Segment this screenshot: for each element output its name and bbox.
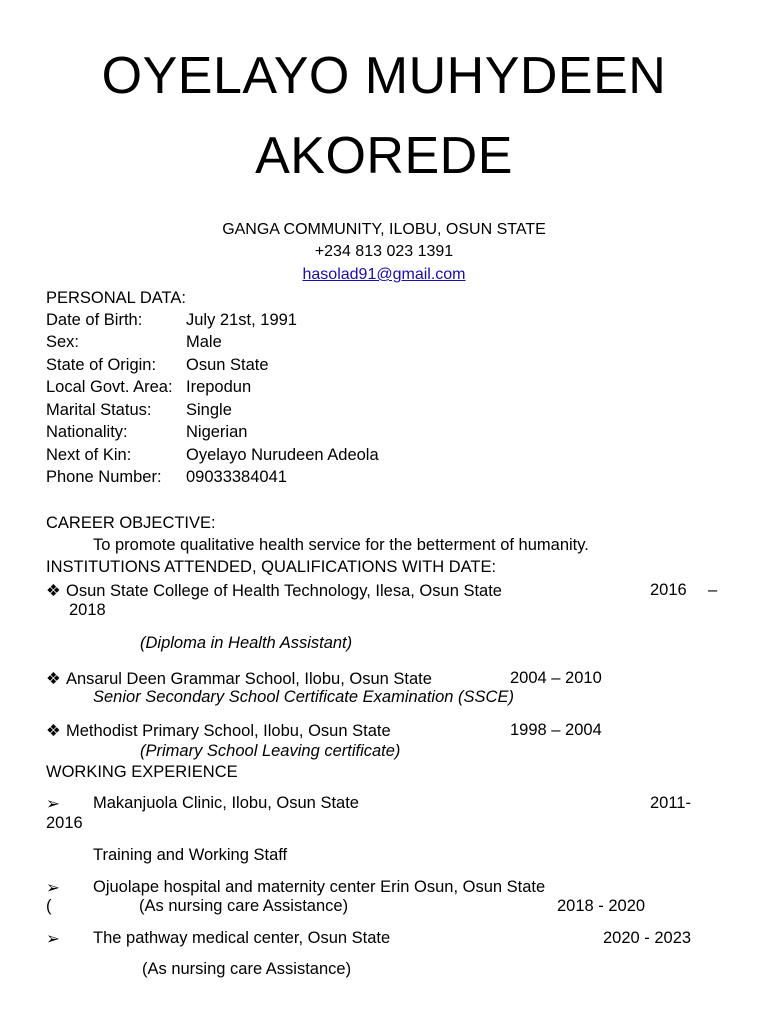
school-name: Osun State College of Health Technology, Ilesa, Osun State <box>66 582 502 600</box>
personal-label: State of Origin: <box>46 356 157 374</box>
work-role: (As nursing care Assistance) <box>142 960 352 978</box>
personal-label: Marital Status: <box>46 401 152 419</box>
education-heading: INSTITUTIONS ATTENDED, QUALIFICATIONS WITH DATE: <box>46 558 497 576</box>
work-paren: ( <box>46 897 52 915</box>
personal-label: Date of Birth: <box>46 311 143 329</box>
education-date-start: 2016 <box>650 581 687 599</box>
work-role: (As nursing care Assistance) <box>139 897 349 915</box>
education-item <box>46 669 432 689</box>
objective-heading: CAREER OBJECTIVE: <box>46 514 216 532</box>
phone: +234 813 023 1391 <box>314 243 454 260</box>
work-date: 2018 - 2020 <box>557 897 646 915</box>
education-date-end: 2018 <box>69 601 106 619</box>
personal-value: Nigerian <box>186 423 248 441</box>
personal-label: Next of Kin: <box>46 446 132 464</box>
education-date: 1998 – 2004 <box>510 721 602 739</box>
diamond-bullet-icon: ❖ <box>46 582 61 600</box>
personal-value: Irepodun <box>186 378 252 396</box>
personal-value: Single <box>186 401 232 419</box>
work-place: Ojuolape hospital and maternity center Erin Osun, Osun State <box>93 878 546 896</box>
work-role: Training and Working Staff <box>93 846 288 864</box>
arrow-bullet-icon: ➢ <box>46 879 60 897</box>
arrow-bullet-icon: ➢ <box>46 795 60 813</box>
personal-label: Sex: <box>46 333 80 351</box>
personal-value: Male <box>186 333 222 351</box>
education-item <box>46 721 391 741</box>
personal-label: Phone Number: <box>46 468 162 486</box>
personal-value: July 21st, 1991 <box>186 311 297 329</box>
work-date: 2020 - 2023 <box>603 929 692 947</box>
arrow-bullet-icon: ➢ <box>46 930 60 948</box>
qualification: (Diploma in Health Assistant) <box>140 634 353 652</box>
personal-value: 09033384041 <box>186 468 287 486</box>
education-item <box>46 581 502 601</box>
qualification: Senior Secondary School Certificate Examination (SSCE) <box>93 688 514 706</box>
education-date: 2004 – 2010 <box>510 669 602 687</box>
diamond-bullet-icon: ❖ <box>46 670 61 688</box>
name-line-1: OYELAYO MUHYDEEN <box>101 47 667 105</box>
address: GANGA COMMUNITY, ILOBU, OSUN STATE <box>222 221 546 238</box>
work-place: Makanjuola Clinic, Ilobu, Osun State <box>93 794 359 812</box>
work-place: The pathway medical center, Osun State <box>93 929 391 947</box>
school-name: Methodist Primary School, Ilobu, Osun State <box>66 722 391 740</box>
education-date-dash: – <box>708 581 718 599</box>
school-name: Ansarul Deen Grammar School, Ilobu, Osun State <box>66 670 432 688</box>
email-link[interactable]: hasolad91@gmail.com <box>302 266 466 283</box>
diamond-bullet-icon: ❖ <box>46 722 61 740</box>
name-line-2: AKOREDE <box>255 127 513 185</box>
personal-heading: PERSONAL DATA: <box>46 289 186 307</box>
personal-label: Local Govt. Area: <box>46 378 173 396</box>
personal-label: Nationality: <box>46 423 128 441</box>
work-date-end: 2016 <box>46 814 83 832</box>
personal-value: Osun State <box>186 356 269 374</box>
qualification: (Primary School Leaving certificate) <box>140 742 401 760</box>
work-date-start: 2011- <box>650 794 691 812</box>
personal-value: Oyelayo Nurudeen Adeola <box>186 446 379 464</box>
work-heading: WORKING EXPERIENCE <box>46 763 238 781</box>
objective-text: To promote qualitative health service for the betterment of humanity. <box>93 536 589 554</box>
